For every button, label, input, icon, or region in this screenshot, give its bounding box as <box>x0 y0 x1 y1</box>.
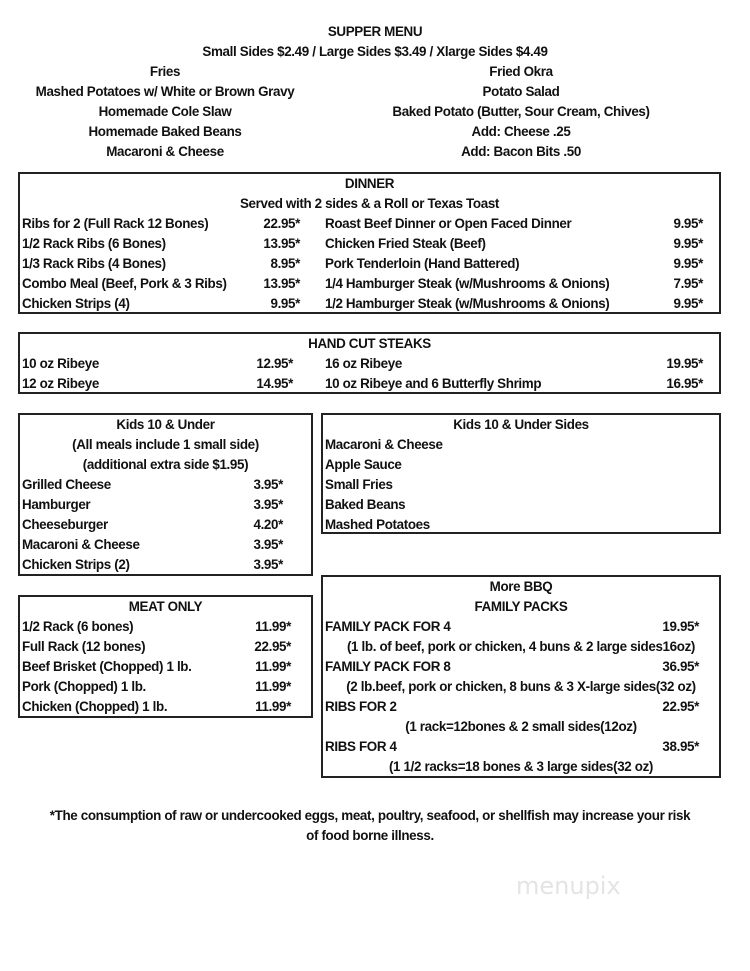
item-price: 3.95* <box>253 497 283 512</box>
side-item: Baked Potato (Butter, Sour Cream, Chives) <box>392 104 650 119</box>
item-price: 3.95* <box>253 477 283 492</box>
item-description <box>323 637 719 657</box>
item-name: Pork Tenderloin (Hand Battered) <box>325 256 520 271</box>
side-item: Baked Beans <box>325 497 406 512</box>
menu-item <box>20 555 311 575</box>
item-name: Grilled Cheese <box>22 477 111 492</box>
item-name: Beef Brisket (Chopped) 1 lb. <box>22 659 192 674</box>
menu-item <box>323 374 723 394</box>
item-description <box>323 717 719 737</box>
item-price: 16.95* <box>666 376 703 391</box>
disclaimer-line: of food borne illness. <box>306 828 434 843</box>
side-item: Apple Sauce <box>325 457 402 472</box>
menu-item <box>20 495 311 515</box>
item-name: FAMILY PACK FOR 8 <box>325 659 451 674</box>
menu-item <box>20 475 311 495</box>
item-name: RIBS FOR 2 <box>325 699 397 714</box>
section-subtitle: FAMILY PACKS <box>474 599 568 614</box>
item-price: 22.95* <box>263 216 300 231</box>
menu-item <box>20 677 311 697</box>
item-price: 11.99* <box>255 679 291 694</box>
more-bbq-section <box>321 575 721 778</box>
side-item: Potato Salad <box>482 84 560 99</box>
menu-item <box>20 254 320 274</box>
menu-item <box>20 214 320 234</box>
menu-item <box>20 617 311 637</box>
side-item: Macaroni & Cheese <box>325 437 443 452</box>
item-price: 19.95* <box>666 356 703 371</box>
item-price: 3.95* <box>253 537 283 552</box>
section-subtitle: Served with 2 sides & a Roll or Texas Toast <box>239 196 500 211</box>
item-price: 9.95* <box>270 296 300 311</box>
item-name: Roast Beef Dinner or Open Faced Dinner <box>325 216 572 231</box>
dinner-section <box>18 172 721 314</box>
menu-item <box>20 294 320 314</box>
item-price: 8.95* <box>270 256 300 271</box>
meat-only-section <box>18 595 313 718</box>
section-title: Kids 10 & Under <box>116 417 215 432</box>
menu-item <box>323 234 723 254</box>
item-price: 9.95* <box>673 296 703 311</box>
item-name: Hamburger <box>22 497 91 512</box>
item-description <box>323 757 719 777</box>
item-price: 11.99* <box>255 619 291 634</box>
item-description-text: (1 lb. of beef, pork or chicken, 4 buns & 2 large sides16oz) <box>346 639 696 654</box>
item-name: Macaroni & Cheese <box>22 537 140 552</box>
menu-title: SUPPER MENU <box>327 24 423 39</box>
menu-item <box>323 657 719 677</box>
item-name: 1/2 Hamburger Steak (w/Mushrooms & Onions) <box>325 296 610 311</box>
section-title: MEAT ONLY <box>128 599 203 614</box>
menu-item <box>20 697 311 717</box>
item-name: Chicken Strips (4) <box>22 296 130 311</box>
item-name: Chicken Fried Steak (Beef) <box>325 236 486 251</box>
item-name: RIBS FOR 4 <box>325 739 397 754</box>
menu-item <box>20 535 311 555</box>
item-name: 10 oz Ribeye and 6 Butterfly Shrimp <box>325 376 542 391</box>
menu-item <box>20 354 320 374</box>
section-title: HAND CUT STEAKS <box>308 336 431 351</box>
steaks-section <box>18 332 721 394</box>
item-price: 7.95* <box>673 276 703 291</box>
item-description-text: (2 lb.beef, pork or chicken, 8 buns & 3 X-large sides(32 oz) <box>346 679 696 694</box>
item-price: 38.95* <box>662 739 699 754</box>
menu-item <box>323 617 719 637</box>
menu-item <box>20 657 311 677</box>
menu-item <box>20 274 320 294</box>
menu-item <box>323 697 719 717</box>
side-item: Small Fries <box>325 477 393 492</box>
sides-right-list <box>330 62 712 162</box>
item-name: 1/2 Rack (6 bones) <box>22 619 134 634</box>
side-item: Mashed Potatoes <box>325 517 430 532</box>
item-name: Ribs for 2 (Full Rack 12 Bones) <box>22 216 209 231</box>
menu-item <box>323 214 723 234</box>
kids-note: (additional extra side $1.95) <box>82 457 249 472</box>
item-price: 11.99* <box>255 659 291 674</box>
kids-section <box>18 413 313 576</box>
item-name: FAMILY PACK FOR 4 <box>325 619 451 634</box>
sides-left-list <box>0 62 330 162</box>
item-name: 1/3 Rack Ribs (4 Bones) <box>22 256 166 271</box>
item-price: 4.20* <box>253 517 283 532</box>
item-name: 10 oz Ribeye <box>22 356 99 371</box>
side-item: Homemade Cole Slaw <box>98 104 232 119</box>
side-item: Fried Okra <box>489 64 553 79</box>
watermark-logo: menupix <box>516 872 621 900</box>
item-description-text: (1 1/2 racks=18 bones & 3 large sides(32 oz) <box>388 759 654 774</box>
menu-item <box>20 234 320 254</box>
item-price: 9.95* <box>673 236 703 251</box>
side-item: Add: Bacon Bits .50 <box>461 144 581 159</box>
item-name: 1/2 Rack Ribs (6 Bones) <box>22 236 166 251</box>
section-title: Kids 10 & Under Sides <box>453 417 589 432</box>
item-price: 22.95* <box>662 699 699 714</box>
item-name: Full Rack (12 bones) <box>22 639 146 654</box>
menu-item <box>323 354 723 374</box>
item-name: 1/4 Hamburger Steak (w/Mushrooms & Onions) <box>325 276 610 291</box>
side-item: Add: Cheese .25 <box>471 124 571 139</box>
section-title: DINNER <box>344 176 395 191</box>
item-price: 12.95* <box>256 356 293 371</box>
item-description <box>323 677 719 697</box>
side-item: Macaroni & Cheese <box>106 144 224 159</box>
menu-item <box>20 515 311 535</box>
item-description-text: (1 rack=12bones & 2 small sides(12oz) <box>405 719 637 734</box>
side-item: Mashed Potatoes w/ White or Brown Gravy <box>35 84 295 99</box>
item-price: 22.95* <box>254 639 291 654</box>
menu-item <box>323 254 723 274</box>
item-price: 9.95* <box>673 216 703 231</box>
item-price: 14.95* <box>256 376 293 391</box>
item-name: 12 oz Ribeye <box>22 376 99 391</box>
item-price: 3.95* <box>253 557 283 572</box>
sides-prices: Small Sides $2.49 / Large Sides $3.49 / Xlarge Sides $4.49 <box>202 44 548 59</box>
item-name: Pork (Chopped) 1 lb. <box>22 679 146 694</box>
item-name: Combo Meal (Beef, Pork & 3 Ribs) <box>22 276 227 291</box>
kids-sides-section <box>321 413 721 534</box>
menu-item <box>20 374 320 394</box>
item-name: Chicken (Chopped) 1 lb. <box>22 699 168 714</box>
menu-item <box>20 637 311 657</box>
side-item: Homemade Baked Beans <box>88 124 242 139</box>
menu-item <box>323 294 723 314</box>
menu-item <box>323 274 723 294</box>
kids-note: (All meals include 1 small side) <box>72 437 259 452</box>
item-price: 13.95* <box>263 276 300 291</box>
item-price: 11.99* <box>255 699 291 714</box>
disclaimer-line: *The consumption of raw or undercooked eggs, meat, poultry, seafood, or shellfish may increase your risk <box>49 808 691 823</box>
item-price: 36.95* <box>662 659 699 674</box>
item-price: 13.95* <box>263 236 300 251</box>
item-price: 9.95* <box>673 256 703 271</box>
item-name: 16 oz Ribeye <box>325 356 402 371</box>
menu-item <box>323 737 719 757</box>
section-title: More BBQ <box>489 579 553 594</box>
side-item: Fries <box>149 64 181 79</box>
item-name: Chicken Strips (2) <box>22 557 130 572</box>
item-name: Cheeseburger <box>22 517 108 532</box>
item-price: 19.95* <box>662 619 699 634</box>
